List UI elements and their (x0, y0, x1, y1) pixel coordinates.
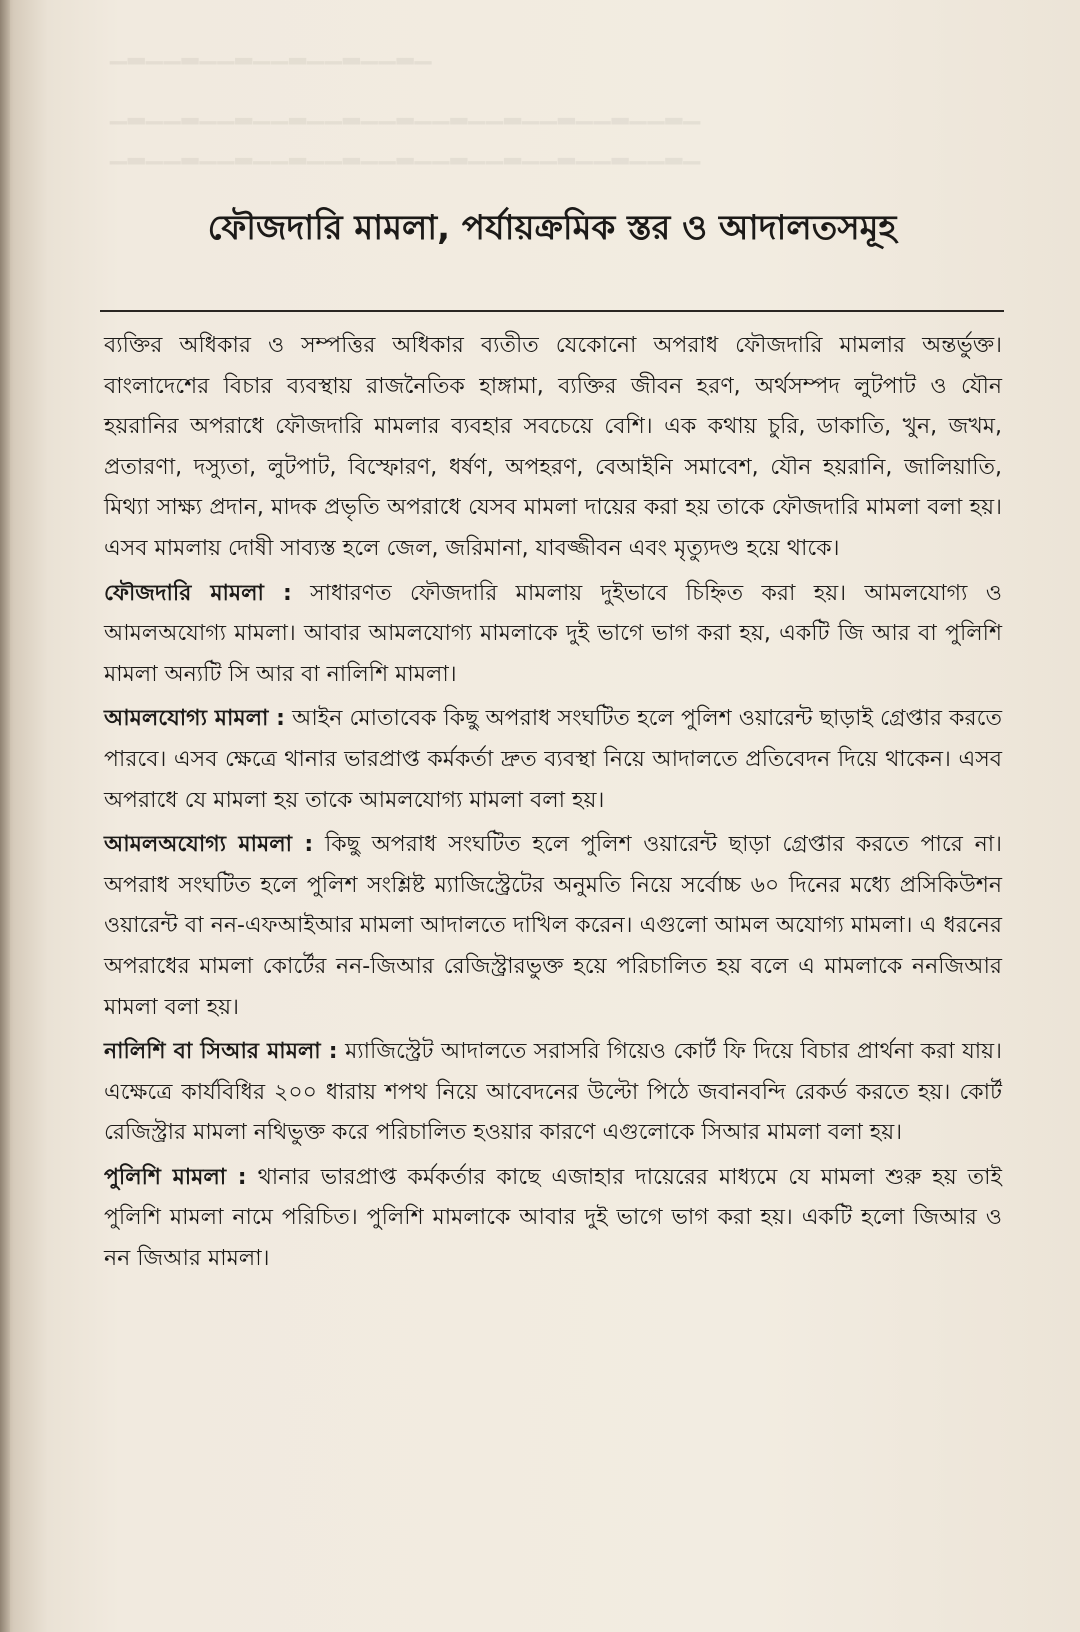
body-text (104, 326, 1002, 1284)
show-through-texture: ▁▂▁▁▂▁▁▂▁▁▂▁▁▂▁▁▂▁▁▂▁▁▂▁▁▂▁▁▂▁▁▂▁ (110, 140, 702, 165)
paragraph-text: কিছু অপরাধ সংঘটিত হলে পুলিশ ওয়ারেন্ট ছাড়া গ্রেপ্তার করতে পারে না। অপরাধ সংঘটিত হলে পুলিশ সংশ্লিষ্ট ম্যাজিস্ট্রেটের অনুমতি নিয়ে সর্বোচ্চ ৬০ দিনের মধ্যে প্রসিকিউশন ওয়ারেন্ট বা নন-এফআইআর মামলা আদালতে দাখিল করেন। এগুলো আমল অযোগ্য মামলা। এ ধরনের অপরাধের মামলা কোর্টের নন-জিআর রেজিস্ট্রারভুক্ত হয়ে পরিচালিত হয় বলে এ মামলাকে ননজিআর মামলা বলা হয়। (104, 832, 1002, 1020)
police-case-paragraph (104, 1158, 1002, 1280)
paragraph-heading: আমলঅযোগ্য মামলা : (104, 832, 314, 858)
title-divider (100, 310, 1004, 312)
complaint-case-paragraph (104, 1032, 1002, 1154)
paragraph-heading: আমলযোগ্য মামলা : (104, 706, 285, 732)
paragraph-text: ব্যক্তির অধিকার ও সম্পত্তির অধিকার ব্যতীত যেকোনো অপরাধ ফৌজদারি মামলার অন্তর্ভুক্ত। বাংলাদেশের বিচার ব্যবস্থায় রাজনৈতিক হাঙ্গামা, ব্যক্তির জীবন হরণ, অর্থসম্পদ লুটপাট ও যৌন হয়রানির অপরাধে ফৌজদারি মামলার ব্যবহার সবচেয়ে বেশি। এক কথায় চুরি, ডাকাতি, খুন, জখম, প্রতারণা, দস্যুতা, লুটপাট, বিস্ফোরণ, ধর্ষণ, অপহরণ, বেআইনি সমাবেশ, যৌন হয়রানি, জালিয়াতি, মিথ্যা সাক্ষ্য প্রদান, মাদক প্রভৃতি অপরাধে যেসব মামলা দায়ের করা হয় তাকে ফৌজদারি মামলা বলা হয়। এসব মামলায় দোষী সাব্যস্ত হলে জেল, জরিমানা, যাবজ্জীবন এবং মৃত্যুদণ্ড হয়ে থাকে। (104, 333, 1002, 561)
page-title: ফৌজদারি মামলা, পর্যায়ক্রমিক স্তর ও আদালতসমূহ (207, 208, 897, 248)
paragraph-text: সাধারণত ফৌজদারি মামলায় দুইভাবে চিহ্নিত করা হয়। আমলযোগ্য ও আমলঅযোগ্য মামলা। আবার আমলযোগ্য মামলাকে দুই ভাগে ভাগ করা হয়, একটি জি আর বা পুলিশি মামলা অন্যটি সি আর বা নালিশি মামলা। (104, 580, 1002, 687)
intro-paragraph (104, 326, 1002, 570)
show-through-texture: ▁▂▁▁▂▁▁▂▁▁▂▁▁▂▁▁▂▁▁▂▁▁▂▁▁▂▁▁▂▁▁▂▁ (110, 100, 702, 125)
criminal-case-paragraph (104, 574, 1002, 696)
non-cognizable-case-paragraph (104, 825, 1002, 1028)
book-spine-shadow (0, 0, 10, 1632)
paragraph-heading: নালিশি বা সিআর মামলা : (104, 1039, 338, 1065)
paragraph-heading: ফৌজদারি মামলা : (104, 580, 292, 606)
paragraph-text: আইন মোতাবেক কিছু অপরাধ সংঘটিত হলে পুলিশ ওয়ারেন্ট ছাড়াই গ্রেপ্তার করতে পারবে। এসব ক্ষেত্রে থানার ভারপ্রাপ্ত কর্মকর্তা দ্রুত ব্যবস্থা নিয়ে আদালতে প্রতিবেদন দিয়ে থাকেন। এসব অপরাধে যে মামলা হয় তাকে আমলযোগ্য মামলা বলা হয়। (104, 706, 1002, 813)
cognizable-case-paragraph (104, 699, 1002, 821)
paragraph-text: ম্যাজিস্ট্রেট আদালতে সরাসরি গিয়েও কোর্ট ফি দিয়ে বিচার প্রার্থনা করা যায়। এক্ষেত্রে কার্যবিধির ২০০ ধারায় শপথ নিয়ে আবেদনের উল্টো পিঠে জবানবন্দি রেকর্ড করতে হয়। কোর্ট রেজিস্ট্রার মামলা নথিভুক্ত করে পরিচালিত হওয়ার কারণে এগুলোকে সিআর মামলা বলা হয়। (104, 1039, 1003, 1146)
paragraph-heading: পুলিশি মামলা : (104, 1164, 247, 1190)
paragraph-text: থানার ভারপ্রাপ্ত কর্মকর্তার কাছে এজাহার দায়েরের মাধ্যমে যে মামলা শুরু হয় তাই পুলিশি মামলা নামে পরিচিত। পুলিশি মামলাকে আবার দুই ভাগে ভাগ করা হয়। একটি হলো জিআর ও নন জিআর মামলা। (104, 1164, 1002, 1272)
show-through-texture: ▁▂▁▁▂▁▁▂▁▁▂▁▁▂▁▁▂▁ (110, 40, 433, 65)
